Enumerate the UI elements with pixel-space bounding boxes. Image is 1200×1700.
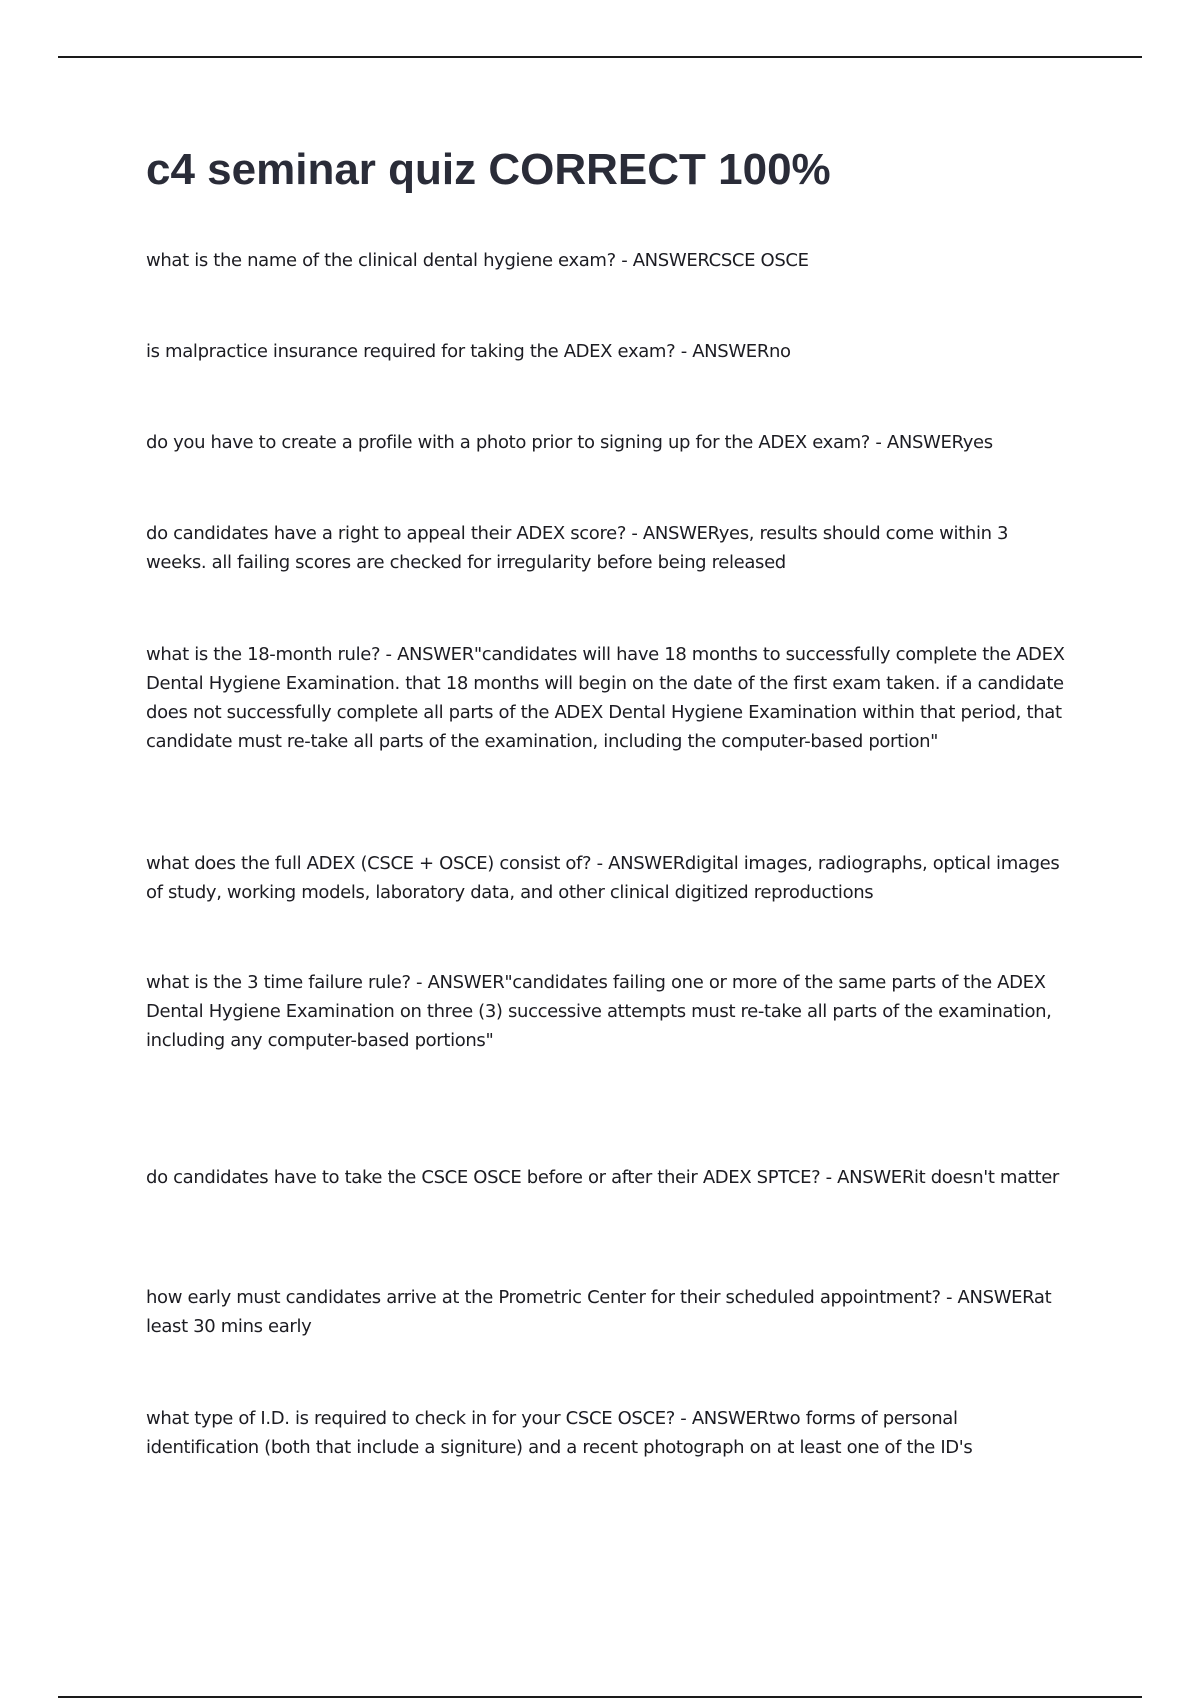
- qa-item-10: what type of I.D. is required to check in for your CSCE OSCE? - ANSWERtwo forms of personal identification (both that include a signiture) and a recent photograph on at least one of the ID's: [146, 1408, 973, 1458]
- qa-item-2: is malpractice insurance required for taking the ADEX exam? - ANSWERno: [146, 341, 791, 362]
- qa-item-9: how early must candidates arrive at the Prometric Center for their scheduled appointment? - ANSWERat least 30 mins early: [146, 1287, 1052, 1337]
- qa-item-7: what is the 3 time failure rule? - ANSWER"candidates failing one or more of the same parts of the ADEX Dental Hygiene Examination on three (3) successive attempts must re-take all parts of the examination, including any computer-based portions": [146, 972, 1052, 1051]
- qa-item-5: what is the 18-month rule? - ANSWER"candidates will have 18 months to successfully complete the ADEX Dental Hygiene Examination. that 18 months will begin on the date of the first exam taken. if a candidate does not successfully complete all parts of the ADEX Dental Hygiene Examination within that period, that candidate must re-take all parts of the examination, including the computer-based portion": [146, 644, 1065, 752]
- top-divider: [58, 56, 1142, 58]
- qa-item-1: what is the name of the clinical dental hygiene exam? - ANSWERCSCE OSCE: [146, 250, 809, 271]
- qa-item-3: do you have to create a profile with a photo prior to signing up for the ADEX exam? - ANSWERyes: [146, 432, 993, 453]
- qa-item-8: do candidates have to take the CSCE OSCE before or after their ADEX SPTCE? - ANSWERit doesn't matter: [146, 1167, 1059, 1188]
- qa-item-6: what does the full ADEX (CSCE + OSCE) consist of? - ANSWERdigital images, radiographs, optical images of study, working models, laboratory data, and other clinical digitized reproductions: [146, 853, 1060, 903]
- document-content: [146, 140, 1066, 200]
- document-title: c4 seminar quiz CORRECT 100%: [146, 145, 831, 194]
- bottom-divider: [58, 1696, 1142, 1698]
- qa-item-4: do candidates have a right to appeal their ADEX score? - ANSWERyes, results should come within 3 weeks. all failing scores are checked for irregularity before being released: [146, 523, 1009, 573]
